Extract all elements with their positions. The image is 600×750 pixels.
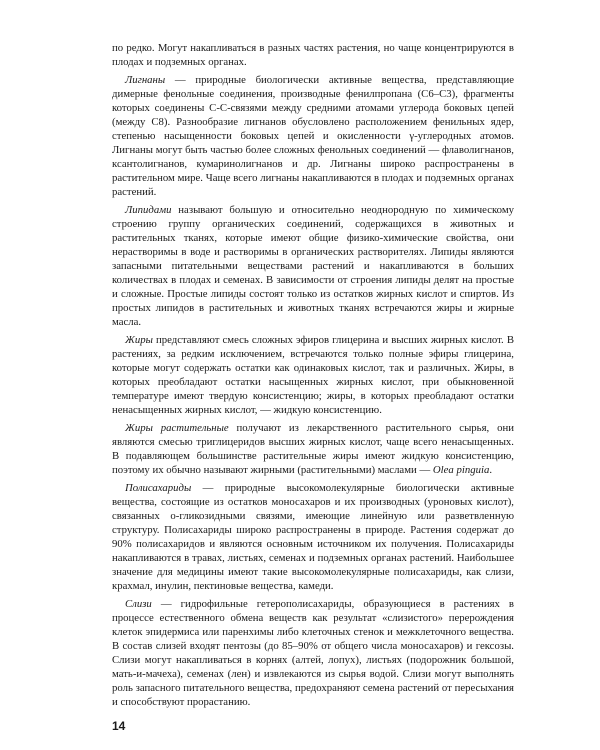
page-number: 14 xyxy=(112,719,126,733)
term-mucilages: Слизи xyxy=(125,598,152,610)
term-fats: Жиры xyxy=(125,334,153,346)
paragraph-lignans: Лигнаны — природные биологически активные вещества, представляющие димерные фенольные соединения, производные фенилпропана (С6–С3), фрагменты которых соединены С-С-связями между средними атомами углерода боковых цепей (между С8). Разнообразие лигнанов обусловлено расположением фенильных ядер, степенью насыщенности боковых цепей и окисленности γ-углеродных атомов. Лигнаны могут быть частью более сложных фенольных соединений — флаволигнанов, ксантолигнанов, кумаринолигнанов и др. Лигнаны широко распространены в растительном мире. Чаще всего лигнаны накапливаются в плодах и подземных органах растений. xyxy=(112,74,514,198)
paragraph-mucilages: Слизи — гидрофильные гетерополисахариды, образующиеся в растениях в процессе естественного обмена веществ как результат «слизистого» перерождения клеток эпидермиса или паренхимы либо клеточных стенок и межклеточного вещества. В состав слизей входят пентозы (до 85–90% от общего числа моносахаров) и гексозы. Слизи могут накапливаться в корнях (алтей, лопух), листьях (подорожник большой, мать-и-мачеха), семенах (лен) и извлекаются из сырья водой. Слизи могут выполнять роль запасного питательного вещества, предохраняют семена растений от пересыхания и способствуют прорастанию. xyxy=(112,598,514,708)
term-lignans: Лигнаны xyxy=(125,74,166,86)
paragraph-polysaccharides: Полисахариды — природные высокомолекулярные биологически активные вещества, состоящие из остатков моносахаров и их производных (уроновых кислот), связанных о-гликозидными связями, имеющие линейную или разветвленную структуру. Полисахариды широко распространены в природе. Растения содержат до 90% полисахаридов и являются основным источником их получения. Полисахариды накапливаются в травах, листьях, семенах и подземных органах растений. Наибольшее значение для медицины имеют такие высокомолекулярные полисахариды, как слизи, крахмал, инулин, пектиновые вещества, камеди. xyxy=(112,482,514,592)
paragraph-intro: по редко. Могут накапливаться в разных частях растения, но чаще концентрируются в плодах и подземных органах. xyxy=(112,42,514,68)
body-text xyxy=(112,41,514,713)
latin-name: Olea pinguia xyxy=(432,464,490,476)
term-plant-fats: Жиры растительные xyxy=(125,422,229,434)
paragraph-lipids: Липидами называют большую и относительно неоднородную по химическому строению группу органических соединений, содержащихся в животных и растительных тканях, которые имеют общие физико-химические свойства, они нерастворимы в воде и растворимы в органических растворителях. Липиды являются запасными питательными веществами растений и накапливаются в больших количествах в плодах и семенах. В зависимости от строения липиды делят на простые и сложные. Простые липиды состоят только из остатков жирных кислот и спиртов. Из простых липидов в растительных и животных тканях встречаются жиры и жирные масла. xyxy=(112,204,514,328)
term-polysaccharides: Полисахариды xyxy=(125,482,192,494)
paragraph-fats: Жиры представляют смесь сложных эфиров глицерина и высших жирных кислот. В растениях, за редким исключением, встречаются только полные эфиры глицерина, которые могут содержать остатки как одинаковых кислот, так и различных. Жиры, в которых преобладают остатки насыщенных жирных кислот, при обыкновенной температуре имеют твердую консистенцию; жиры, в которых преобладают остатки ненасыщенных жирных кислот, — жидкую консистенцию. xyxy=(112,334,514,416)
paragraph-plant-fats: Жиры растительные получают из лекарственного растительного сырья, они являются смесью триглицеридов высших жирных кислот, чаще всего ненасыщенных. В подавляющем большинстве растительные жиры имеют жидкую консистенцию, поэтому их обычно называют жирными (растительными) маслами — Olea pinguia. xyxy=(112,422,514,476)
term-lipids: Липидами xyxy=(125,204,172,216)
